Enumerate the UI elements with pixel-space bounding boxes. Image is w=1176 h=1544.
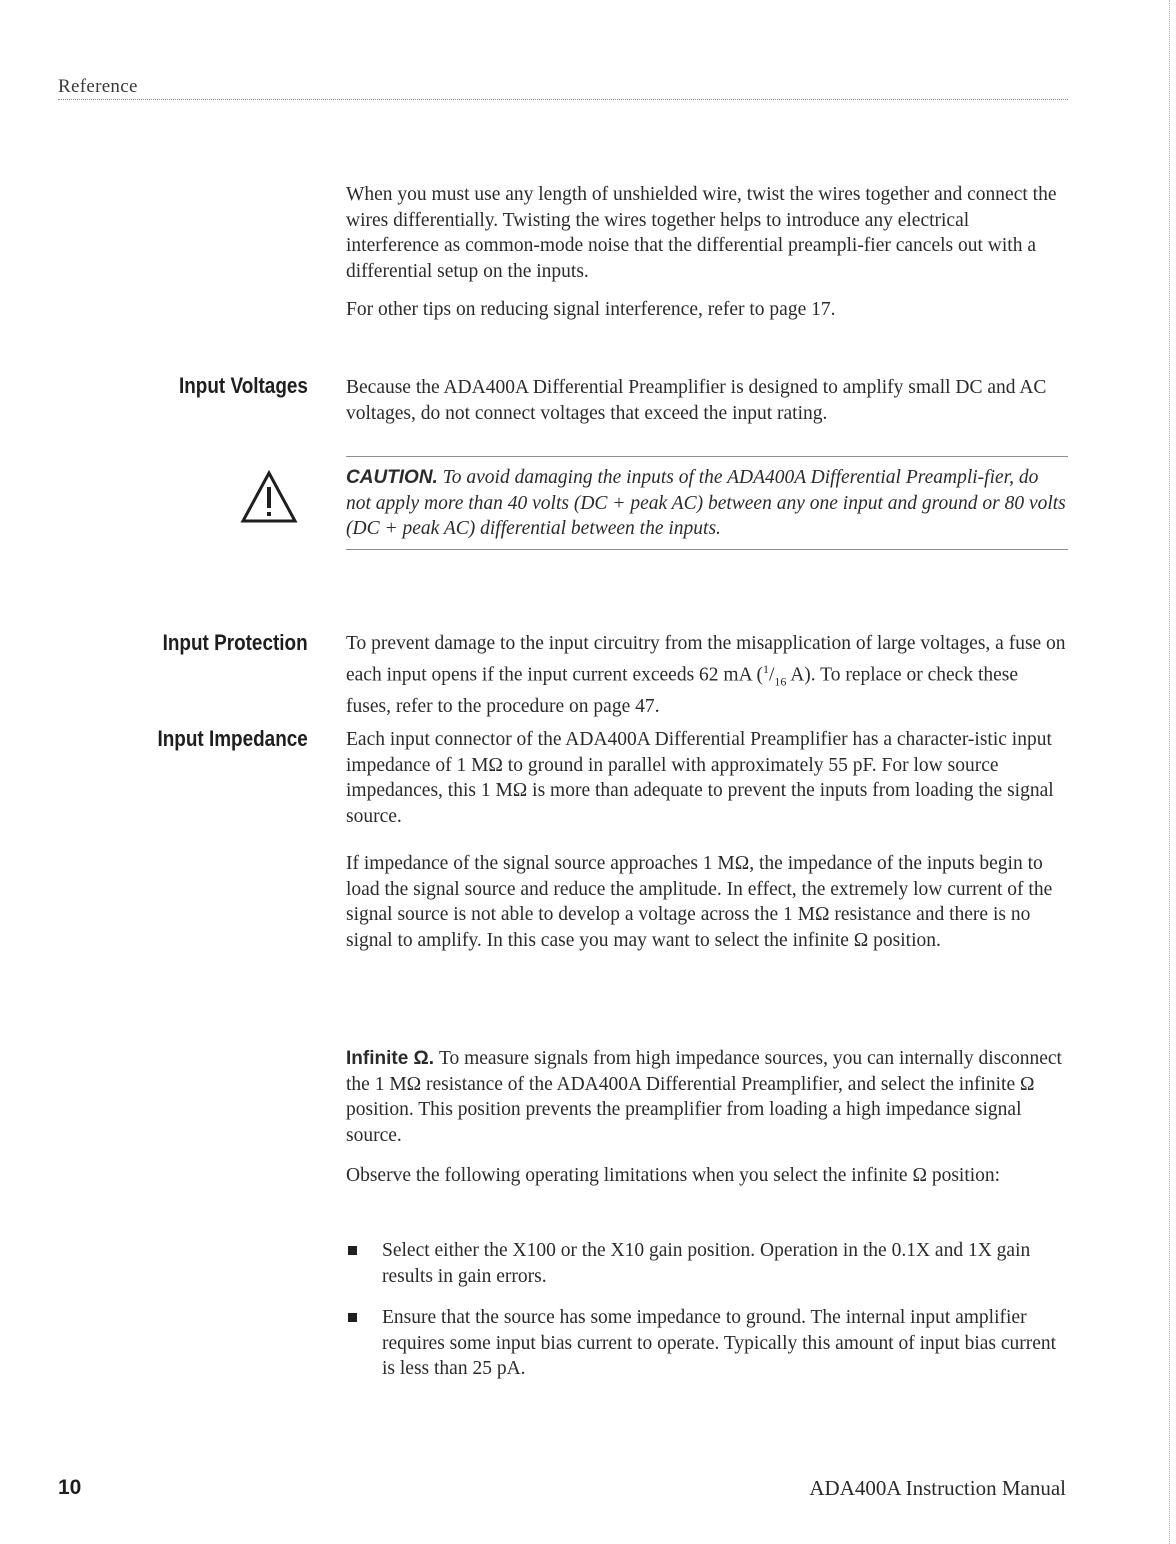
manual-title: ADA400A Instruction Manual — [809, 1476, 1066, 1500]
heading-input-impedance: Input Impedance — [157, 726, 308, 751]
intro-section — [346, 182, 1066, 323]
input-voltages-section — [346, 375, 1066, 426]
list-item — [346, 1305, 1066, 1382]
input-voltages-text: Because the ADA400A Differential Preamplifier is designed to amplify small DC and AC voltages, do not connect voltages that exceed the input rating. — [346, 377, 1047, 424]
page-number: 10 — [58, 1476, 82, 1499]
infinite-section — [346, 1046, 1066, 1189]
running-head: Reference — [58, 76, 138, 97]
input-protection-section — [346, 631, 1066, 720]
input-impedance-paragraph-1: Each input connector of the ADA400A Differential Preamplifier has a character-istic input impedance of 1 MΩ to ground in parallel with approximately 55 pF. For low source impedances, this 1 MΩ is more than adequate to prevent the inputs from loading the signal source. — [346, 729, 1054, 827]
bullet-square-icon — [348, 1246, 357, 1255]
observe-paragraph: Observe the following operating limitations when you select the infinite Ω position: — [346, 1165, 1001, 1186]
warning-triangle-icon — [240, 470, 298, 524]
limitations-list — [346, 1238, 1066, 1382]
infinite-run-in-heading: Infinite Ω. — [346, 1048, 435, 1069]
list-item-text: Ensure that the source has some impedance to ground. The internal input amplifier requires some input bias current to operate. Typically this amount of input bias current is less than 25 pA. — [382, 1307, 1057, 1379]
list-item — [346, 1238, 1066, 1289]
list-item-text: Select either the X100 or the X10 gain position. Operation in the 0.1X and 1X gain results in gain errors. — [382, 1240, 1031, 1287]
caution-body: To avoid damaging the inputs of the ADA400A Differential Preampli-fier, do not apply more than 40 volts (DC + peak AC) between any one input and ground or 80 volts (DC + peak AC) differential between the inputs. — [346, 467, 1066, 539]
input-impedance-section — [346, 727, 1066, 953]
intro-paragraph-1: When you must use any length of unshielded wire, twist the wires together and connect the wires differentially. Twisting the wires together helps to introduce any electrical interference as common-mode noise that the differential preampli-fier cancels out with a differential setup on the inputs. — [346, 184, 1057, 282]
input-protection-text: To prevent damage to the input circuitry from the misapplication of large voltages, a fuse on each input opens if the input current exceeds 62 mA ($^1/_{16}$ A). To replace or check these fuses, refer to the procedure on page 47. — [346, 633, 1066, 718]
protection-text-start: To prevent damage to the input circuitry from the misapplication of large voltages, a fuse on each input opens if the input current exceeds 62 mA ( — [346, 633, 1066, 685]
fraction-denominator: 16 — [774, 673, 787, 688]
heading-input-voltages: Input Voltages — [179, 373, 308, 398]
page-edge-line — [1169, 0, 1170, 1544]
input-impedance-paragraph-2: If impedance of the signal source approaches 1 MΩ, the impedance of the inputs begin to load the signal source and reduce the amplitude. In effect, the extremely low current of the signal source is not able to develop a voltage across the 1 MΩ resistance and there is no signal to amplify. In this case you may want to select the infinite Ω position. — [346, 853, 1053, 951]
protection-text-end: A). To replace or check these fuses, refer to the procedure on page 47. — [346, 664, 1019, 718]
fraction-numerator: 1 — [762, 661, 769, 676]
infinite-paragraph — [346, 1046, 1066, 1148]
bullet-square-icon — [348, 1313, 357, 1322]
header-rule — [58, 99, 1068, 100]
infinite-text: To measure signals from high impedance sources, you can internally disconnect the 1 MΩ resistance of the ADA400A Differential Preamplifier, and select the infinite Ω position. This position prevents the preamplifier from loading a high impedance signal source. — [346, 1048, 1062, 1146]
caution-label: CAUTION. — [346, 467, 438, 488]
intro-paragraph-2: For other tips on reducing signal interference, refer to page 17. — [346, 299, 836, 320]
caution-text — [346, 465, 1068, 542]
caution-box — [346, 456, 1068, 550]
heading-input-protection: Input Protection — [162, 630, 308, 655]
